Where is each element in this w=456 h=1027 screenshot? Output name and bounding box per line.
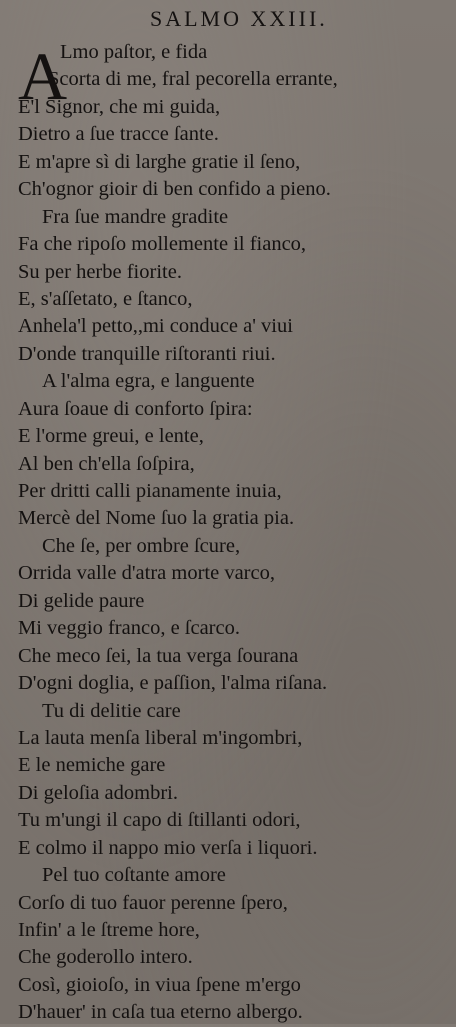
verse-line: Scorta di me, fral pecorella errante, xyxy=(48,68,338,91)
verse-line: D'hauer' in caſa tua eterno albergo. xyxy=(18,1001,303,1024)
verse-line: Al ben ch'ella ſoſpira, xyxy=(18,452,195,475)
verse-line: Fa che ripoſo mollemente il fianco, xyxy=(18,233,307,256)
verse-line: Di gelide paure xyxy=(18,589,145,612)
verse-line: Ch'ognor gioir di ben confido a pieno. xyxy=(18,178,331,201)
verse-line: D'ogni doglia, e paſſion, l'alma riſana. xyxy=(18,672,328,695)
verse-line: E colmo il nappo mio verſa i liquori. xyxy=(18,836,318,859)
verse-line: E, s'aſſetato, e ſtanco, xyxy=(18,287,193,310)
verse-line: Corſo di tuo fauor perenne ſpero, xyxy=(18,891,288,914)
verse-line: Fra ſue mandre gradite xyxy=(42,205,229,228)
verse-line: E m'apre sì di larghe gratie il ſeno, xyxy=(18,150,301,173)
page-title: SALMO XXIII. xyxy=(150,6,328,31)
verse-line: Tu m'ungi il capo di ſtillanti odori, xyxy=(18,809,301,832)
verse-line: Per dritti calli pianamente inuia, xyxy=(18,480,282,502)
verse-line: Di geloſia adombri. xyxy=(18,781,178,804)
verse-line: Dietro a ſue tracce ſante. xyxy=(18,123,219,146)
verse-line: Aura ſoaue di conforto ſpira: xyxy=(18,397,253,420)
verse-line: Tu di delitie care xyxy=(42,699,181,722)
verse-line: Orrida valle d'atra morte varco, xyxy=(18,562,275,585)
verse-line: E l'orme greui, e lente, xyxy=(18,425,204,448)
verse-line: La lauta menſa liberal m'ingombri, xyxy=(18,726,303,749)
verse-line: Anhela'l petto,,mi conduce a' viui xyxy=(18,315,293,338)
verse-line: Mercè del Nome ſuo la gratia pia. xyxy=(18,507,295,530)
verse-line: Lmo paſtor, e fida xyxy=(60,41,208,63)
verse-line: E'l Signor, che mi guida, xyxy=(18,95,221,118)
verse-line: Pel tuo coſtante amore xyxy=(42,864,226,887)
psalm-verses xyxy=(0,39,456,1027)
verse-line: Che goderollo intero. xyxy=(18,946,193,969)
verse-line: Mi veggio franco, e ſcarco. xyxy=(18,617,240,640)
verse-line: Infin' a le ſtreme hore, xyxy=(18,919,200,941)
verse-line: D'onde tranquille riſtoranti riui. xyxy=(18,342,276,365)
verse-line: E le nemiche gare xyxy=(18,754,166,777)
verse-line: Che ſe, per ombre ſcure, xyxy=(42,534,241,557)
drop-cap-initial: A xyxy=(18,38,68,114)
verse-line: Su per herbe fiorite. xyxy=(18,260,182,283)
verse-line: A l'alma egra, e languente xyxy=(42,370,255,393)
verse-line: Così, gioioſo, in viua ſpene m'ergo xyxy=(18,973,301,996)
verse-line: Che meco ſei, la tua verga ſourana xyxy=(18,644,299,667)
